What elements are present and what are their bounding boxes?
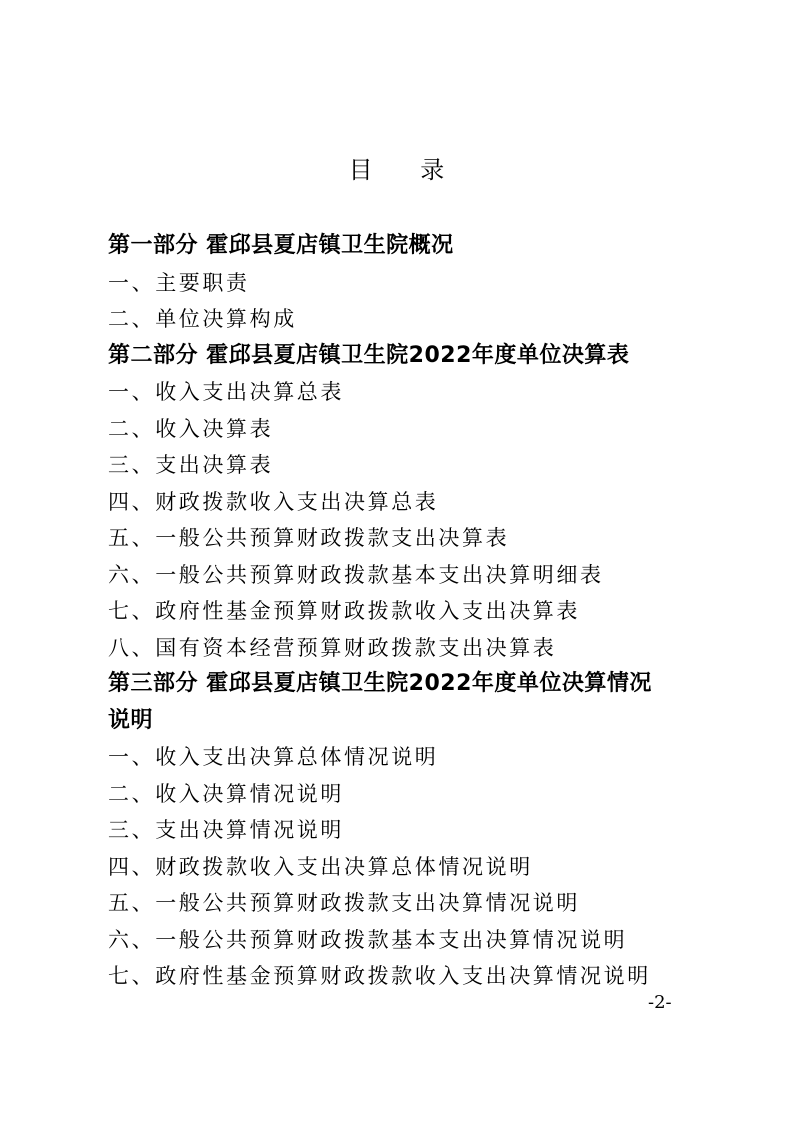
page-number: -2-: [648, 992, 672, 1013]
toc-part-3-heading-line-1: 第三部分 霍邱县夏店镇卫生院2022年度单位决算情况: [108, 671, 652, 696]
toc-item: 二、单位决算构成: [108, 307, 297, 331]
table-of-contents: [108, 228, 708, 995]
toc-item: 一、收入支出决算总表: [108, 380, 344, 404]
toc-item: 七、政府性基金预算财政拨款收入支出决算情况说明: [108, 964, 651, 988]
toc-item: 七、政府性基金预算财政拨款收入支出决算表: [108, 599, 580, 623]
toc-item: 五、一般公共预算财政拨款支出决算情况说明: [108, 891, 580, 915]
toc-part-2-heading: 第二部分 霍邱县夏店镇卫生院2022年度单位决算表: [108, 342, 630, 368]
toc-item: 二、收入决算情况说明: [108, 781, 344, 806]
toc-item: 三、支出决算表: [108, 453, 274, 477]
toc-title: 目 录: [348, 156, 465, 184]
toc-item: 二、收入决算表: [108, 416, 274, 441]
toc-item: 四、财政拨款收入支出决算总体情况说明: [108, 854, 533, 879]
toc-item: 八、国有资本经营预算财政拨款支出决算表: [108, 635, 557, 660]
toc-part-3-heading: [108, 666, 708, 739]
toc-item: 六、一般公共预算财政拨款基本支出决算明细表: [108, 562, 604, 587]
toc-item: 四、财政拨款收入支出决算总表: [108, 489, 439, 514]
toc-part-1-heading: 第一部分 霍邱县夏店镇卫生院概况: [108, 233, 454, 258]
toc-part-3-heading-line-2: 说明: [108, 707, 154, 733]
toc-item: 一、收入支出决算总体情况说明: [108, 745, 439, 769]
toc-item: 六、一般公共预算财政拨款基本支出决算情况说明: [108, 927, 628, 952]
toc-item: 三、支出决算情况说明: [108, 818, 344, 842]
toc-item: 一、主要职责: [108, 270, 250, 295]
toc-item: 五、一般公共预算财政拨款支出决算表: [108, 526, 510, 550]
